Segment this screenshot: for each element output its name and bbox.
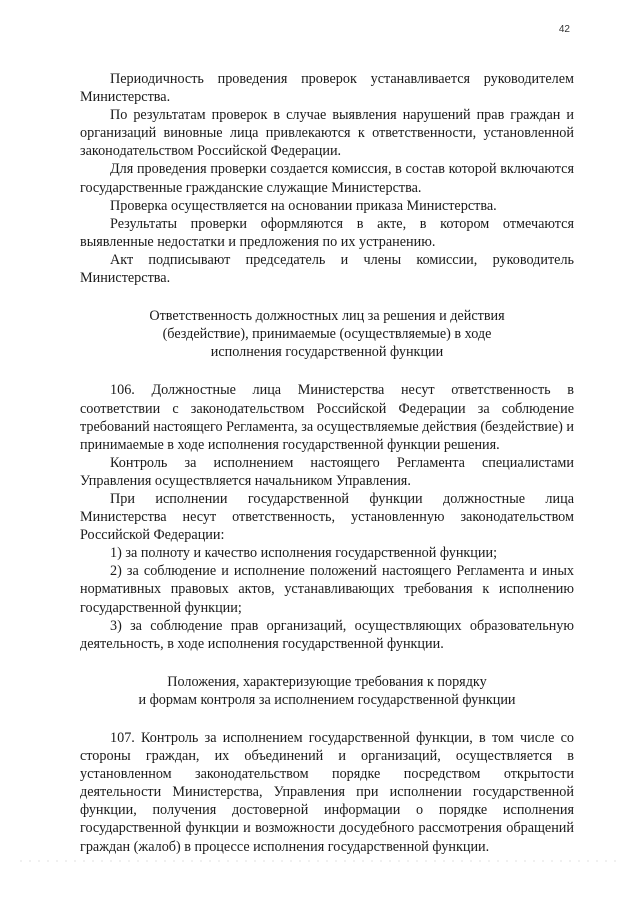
paragraph: Результаты проверки оформляются в акте, в котором отмечаются выявленные недостатки и предложения по их устранению. [80,215,574,250]
paragraph: Для проведения проверки создается комиссия, в состав которой включаются государственные гражданские служащие Министерства. [80,161,574,196]
section-heading: Положения, характеризующие требования к порядку и формам контроля за исполнением государственной функции [138,673,516,708]
paragraph: Акт подписывают председатель и члены комиссии, руководитель Министерства. [80,251,574,287]
paragraph: 106. Должностные лица Министерства несут ответственность в соответствии с законодательством Российской Федерации за соблюдение требований настоящего Регламента, за осуществляемые действия (бездействие) и принимаемые в ходе исполнения государственной функции решения. [80,382,574,453]
list-item: 1) за полноту и качество исполнения государственной функции; [110,545,498,562]
list-item: 2) за соблюдение и исполнение положений настоящего Регламента и иных нормативных правовых актов, устанавливающих требования к исполнению государственной функции; [80,563,574,616]
paragraph: При исполнении государственной функции должностные лица Министерства несут ответственность, установленную законодательством Российской Федерации: [80,490,574,544]
paragraph: 107. Контроль за исполнением государственной функции, в том числе со стороны граждан, их объединений и организаций, осуществляется в установленном законодательством порядке посредством открытости деятельности Министерства, Управления при исполнении государственной функции, получения достоверной информации о порядке исполнения государственной функции и возможности досудебного рассмотрения обращений граждан (жалоб) в процессе исполнения государственной функции. [80,730,574,855]
document-body [80,70,574,856]
section-heading: Ответственность должностных лиц за решения и действия (бездействие), принимаемые (осуществляемые) в ходе исполнения государственной функции [149,308,505,361]
list-item: 3) за соблюдение прав организаций, осуществляющих образовательную деятельность, в ходе исполнения государственной функции. [80,617,574,652]
paragraph: Контроль за исполнением настоящего Регламента специалистами Управления осуществляется начальником Управления. [80,454,574,489]
paragraph: Проверка осуществляется на основании приказа Министерства. [110,197,497,214]
paragraph: По результатам проверок в случае выявления нарушений прав граждан и организаций виновные лица привлекаются к ответственности, установленной законодательством Российской Федерации. [80,107,574,160]
paragraph: Периодичность проведения проверок устанавливается руководителем Министерства. [80,71,574,106]
scan-artifact-line [20,860,620,862]
page-number: 42 [558,24,570,35]
